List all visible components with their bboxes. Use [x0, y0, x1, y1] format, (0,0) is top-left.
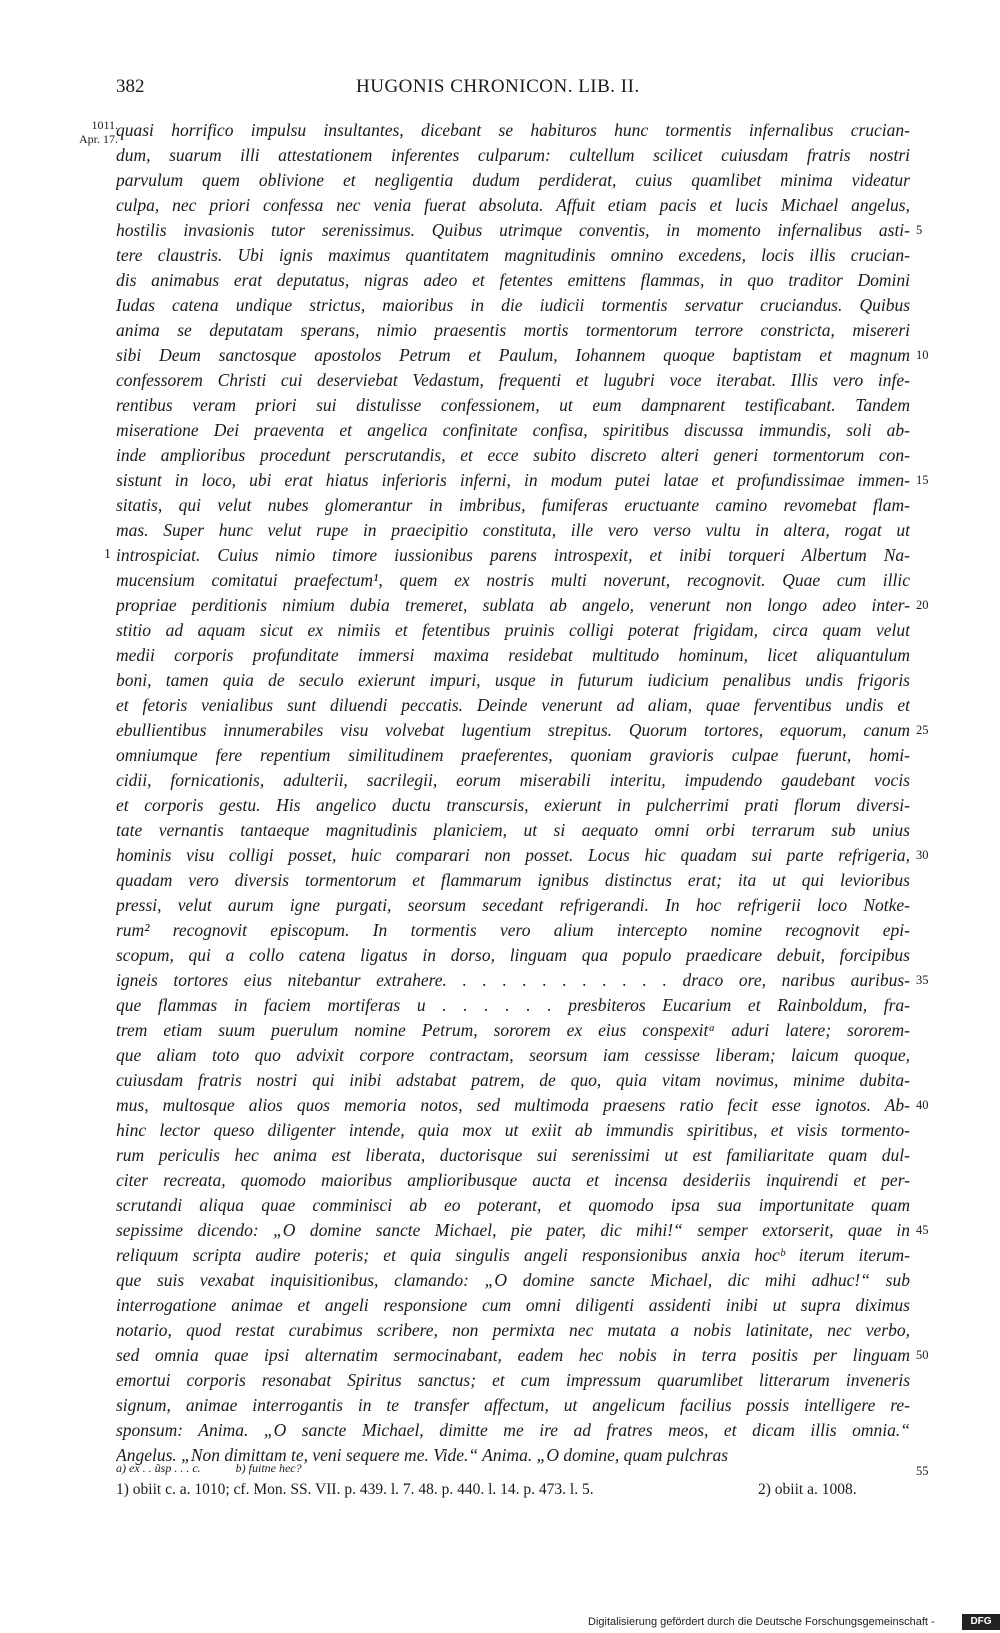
text-line: omniumque fere repentium similitudinem praeferentes, quoniam gravioris culpae fuerunt, homi- [116, 745, 910, 765]
line-number: 50 [916, 1348, 929, 1362]
footnote-2: 2) obiit a. 1008. [758, 1481, 857, 1498]
text-line: notario, quod restat curabimus scribere, non permixta nec mutata a nobis latinitate, nec verbo, [116, 1320, 910, 1340]
text-line: que flammas in faciem mortiferas u . . . . . . presbiteros Eucarium et Rainboldum, fra- [116, 995, 910, 1015]
text-line: stitio ad aquam sicut ex nimiis et fetentibus pruinis colligi poterat frigidam, circa quam velut [116, 620, 910, 640]
margin-date-note [78, 118, 118, 146]
line-number: 35 [916, 973, 929, 987]
text-line: cidii, fornicationis, adulterii, sacrilegii, eorum miserabili interitu, impudendo gaudebant vocis [116, 770, 910, 790]
text-line: sibi Deum sanctosque apostolos Petrum et Paulum, Iohannem quoque baptistam et magnum [116, 345, 910, 365]
text-line: sponsum: Anima. „O sancte Michael, dimitte me ire ad fratres meos, et dicam illis omnia.“ [116, 1420, 910, 1440]
text-line: igneis tortores eius nitebantur extrahere. . . . . . . . . . . . draco ore, naribus auribus- [116, 970, 910, 990]
line-number: 10 [916, 348, 929, 362]
footnote-marker: 1 [104, 547, 111, 562]
text-line: medii corporis profunditate immersi maxima residebat multitudo hominum, licet aliquantulum [116, 645, 910, 665]
text-line: propriae perditionis nimium dubia tremeret, sublata ab angelo, venerunt non longo adeo inter- [116, 595, 910, 615]
text-line: sistunt in loco, ubi erat hiatus inferioris inferni, in modum putei latae et profundissimae immen- [116, 470, 910, 490]
line-number: 5 [916, 223, 923, 237]
text-line: tate vernantis tantaeque magnitudinis planiciem, ut si aequato omni orbi terrarum sub unius [116, 820, 910, 840]
text-line: rentibus veram priori sui distulisse confessionem, ut eum dampnarent testificabant. Tandem [116, 395, 910, 415]
text-line: scopum, qui a collo catena ligatus in dorso, linguam qua populo praedicare debuit, forcipibus [116, 945, 910, 965]
text-line: Iudas catena undique strictus, maioribus in die iudicii tormentis servatur cruciandus. Quibus [116, 295, 910, 315]
text-line: boni, tamen quia de seculo exierunt impuri, usque in futurum iudicium penalibus undis frigoris [116, 670, 910, 690]
text-line: mucensium comitatui praefectum¹, quem ex nostris multi noverunt, recognovit. Quae cum illic [116, 570, 910, 590]
text-line: et fetoris venialibus sunt diluendi peccatis. Deinde venerunt ad aliam, quae ferventibus undis et [116, 695, 910, 715]
text-line: miseratione Dei praeventa et angelica confinitate confisa, spiritibus discussa immundis, soli ab- [116, 420, 910, 440]
footnote-1: 1) obiit c. a. 1010; cf. Mon. SS. VII. p. 439. l. 7. 48. p. 440. l. 14. p. 473. l. 5. [116, 1481, 594, 1498]
running-title: HUGONIS CHRONICON. LIB. II. [356, 76, 640, 97]
margin-date: Apr. 17. [79, 132, 118, 146]
text-line: rum periculis hec anima est liberata, ductorisque sui serenissimi ut est familiaritate quam dul- [116, 1145, 910, 1165]
text-line: reliquum scripta audire poteris; et quia singulis angeli responsionibus anxia hocᵇ iterum iterum- [116, 1245, 910, 1265]
text-line: dis animabus erat deputatus, nigras adeo et fetentes emittens flammas, in quo traditor Domini [116, 270, 910, 290]
text-line: hostilis invasionis tutor serenissimus. Quibus utrimque conventis, in momento infernalibus asti- [116, 220, 910, 240]
page-number: 382 [116, 76, 145, 97]
text-line: ebullientibus innumerabiles visu volvebat lugentium strepitus. Quorum tortores, equorum, canum [116, 720, 910, 740]
dfg-logo: DFG [962, 1614, 1000, 1630]
text-line: anima se deputatam sperans, nimio praesentis mortis tormentorum terrore constricta, misereri [116, 320, 910, 340]
text-line: interrogatione animae et angeli responsione cum omni diligenti assidenti inibi ut supra diximus [116, 1295, 910, 1315]
line-number: 20 [916, 598, 929, 612]
text-line: que suis vexabat inquisitionibus, clamando: „O domine sancte Michael, dic mihi adhuc!“ sub [116, 1270, 910, 1290]
text-line: confessorem Christi cui deserviebat Vedastum, frequenti et lugubri voce iterabat. Illis vero infe- [116, 370, 910, 390]
page-header [116, 76, 906, 100]
text-line: sitatis, qui velut nubes glomerantur in imbribus, fumiferas eructuante camino revomebat flam- [116, 495, 910, 515]
text-line: quasi horrifico impulsu insultantes, dicebant se habituros hunc tormentis infernalibus crucian- [116, 120, 910, 140]
text-line: sepissime dicendo: „O domine sancte Michael, pie pater, dic mihi!“ semper extorserit, quae in [116, 1220, 910, 1240]
digitization-footer [588, 1612, 1000, 1633]
margin-year: 1011. [91, 118, 118, 132]
text-line: Angelus. „Non dimittam te, veni sequere me. Vide.“ Anima. „O domine, quam pulchras [116, 1445, 729, 1465]
text-line: rum² recognovit episcopum. In tormentis vero alium intercepto nomine recognovit epi- [116, 920, 910, 940]
line-number: 55 [916, 1464, 929, 1478]
line-number: 30 [916, 848, 929, 862]
text-line: et corporis gestu. His angelico ductu transcursis, exierunt in pulcherrimi prati florum diversi- [116, 795, 910, 815]
variant-b: b) fuitne hec? [235, 1461, 302, 1475]
text-line: parvulum quem oblivione et negligentia dudum perdiderat, cuius quamlibet minima videatur [116, 170, 910, 190]
line-number: 45 [916, 1223, 929, 1237]
text-line: emortui corporis resonabat Spiritus sanctus; et cum impressum quarumlibet litterarum inveneris [116, 1370, 910, 1390]
main-text [116, 118, 910, 1468]
footnotes [116, 1481, 906, 1499]
text-line: quadam vero diversis tormentorum et flammarum ignibus distinctus erat; ita ut qui levioribus [116, 870, 910, 890]
text-line: introspiciat. Cuius nimio timore iussionibus parens introspexit, et inibi torqueri Albertum Na- [116, 545, 910, 565]
text-line: trem etiam suum puerulum nomine Petrum, sororem ex eius conspexitᵃ aduri latere; sororem- [116, 1020, 910, 1040]
text-line: citer recreata, quomodo maioribus amplioribusque aucta et incensa desideriis inquirendi et per- [116, 1170, 910, 1190]
text-line: hinc lector queso diligenter intende, quia mox ut exiit ab immundis spiritibus, et visis tormento- [116, 1120, 910, 1140]
text-line: inde amplioribus procedunt perscrutandis, et ecce subito discreto alteri generi tormentorum con- [116, 445, 910, 465]
variant-a: a) ex . . ũsp . . . c. [116, 1461, 201, 1475]
textual-variants [116, 1461, 334, 1476]
text-line: signum, animae interrogantis in te transfer affectum, ut angelicum facilius possis intelligere re- [116, 1395, 910, 1415]
text-line: dum, suarum illi attestationem inferentes culparum: cultellum scilicet cuiusdam fratris nostri [116, 145, 910, 165]
digitization-credit: Digitalisierung gefördert durch die Deutsche Forschungsgemeinschaft - [588, 1616, 935, 1628]
text-line: culpa, nec priori confessa nec venia fuerat absoluta. Affuit etiam pacis et lucis Michael angelus, [116, 195, 910, 215]
line-number: 15 [916, 473, 929, 487]
text-line: cuiusdam fratris nostri qui inibi adstabat patrem, de quo, quia vitam novimus, minime dubita- [116, 1070, 910, 1090]
text-line: pressi, velut aurum igne purgati, seorsum secedant refrigerandi. In hoc refrigerii loco Notke- [116, 895, 910, 915]
text-line: que aliam toto quo advixit corpore contractam, seorsum iam cessisse liberam; laicum quoque, [116, 1045, 910, 1065]
text-line: sed omnia quae ipsi alternatim sermocinabant, eadem hec nobis in terra positis per linguam [116, 1345, 910, 1365]
text-line: tere claustris. Ubi ignis maximus quantitatem magnitudinis omnino excedens, locis illis crucian- [116, 245, 910, 265]
text-line: hominis visu colligi posset, huic comparari non posset. Locus hic quadam sui parte refrigeria, [116, 845, 910, 865]
line-number: 25 [916, 723, 929, 737]
text-line: mas. Super hunc velut rupe in praecipitio constituta, ille vero verso vultu in altera, rogat ut [116, 520, 910, 540]
text-line: mus, multosque alios quos memoria notos, sed multimoda praesens ratio fecit esse ignotos. Ab- [116, 1095, 910, 1115]
line-number: 40 [916, 1098, 929, 1112]
text-line: scrutandi aliqua quae comminisci ab eo poterant, et quomodo ipsa sua importunitate quam [116, 1195, 910, 1215]
